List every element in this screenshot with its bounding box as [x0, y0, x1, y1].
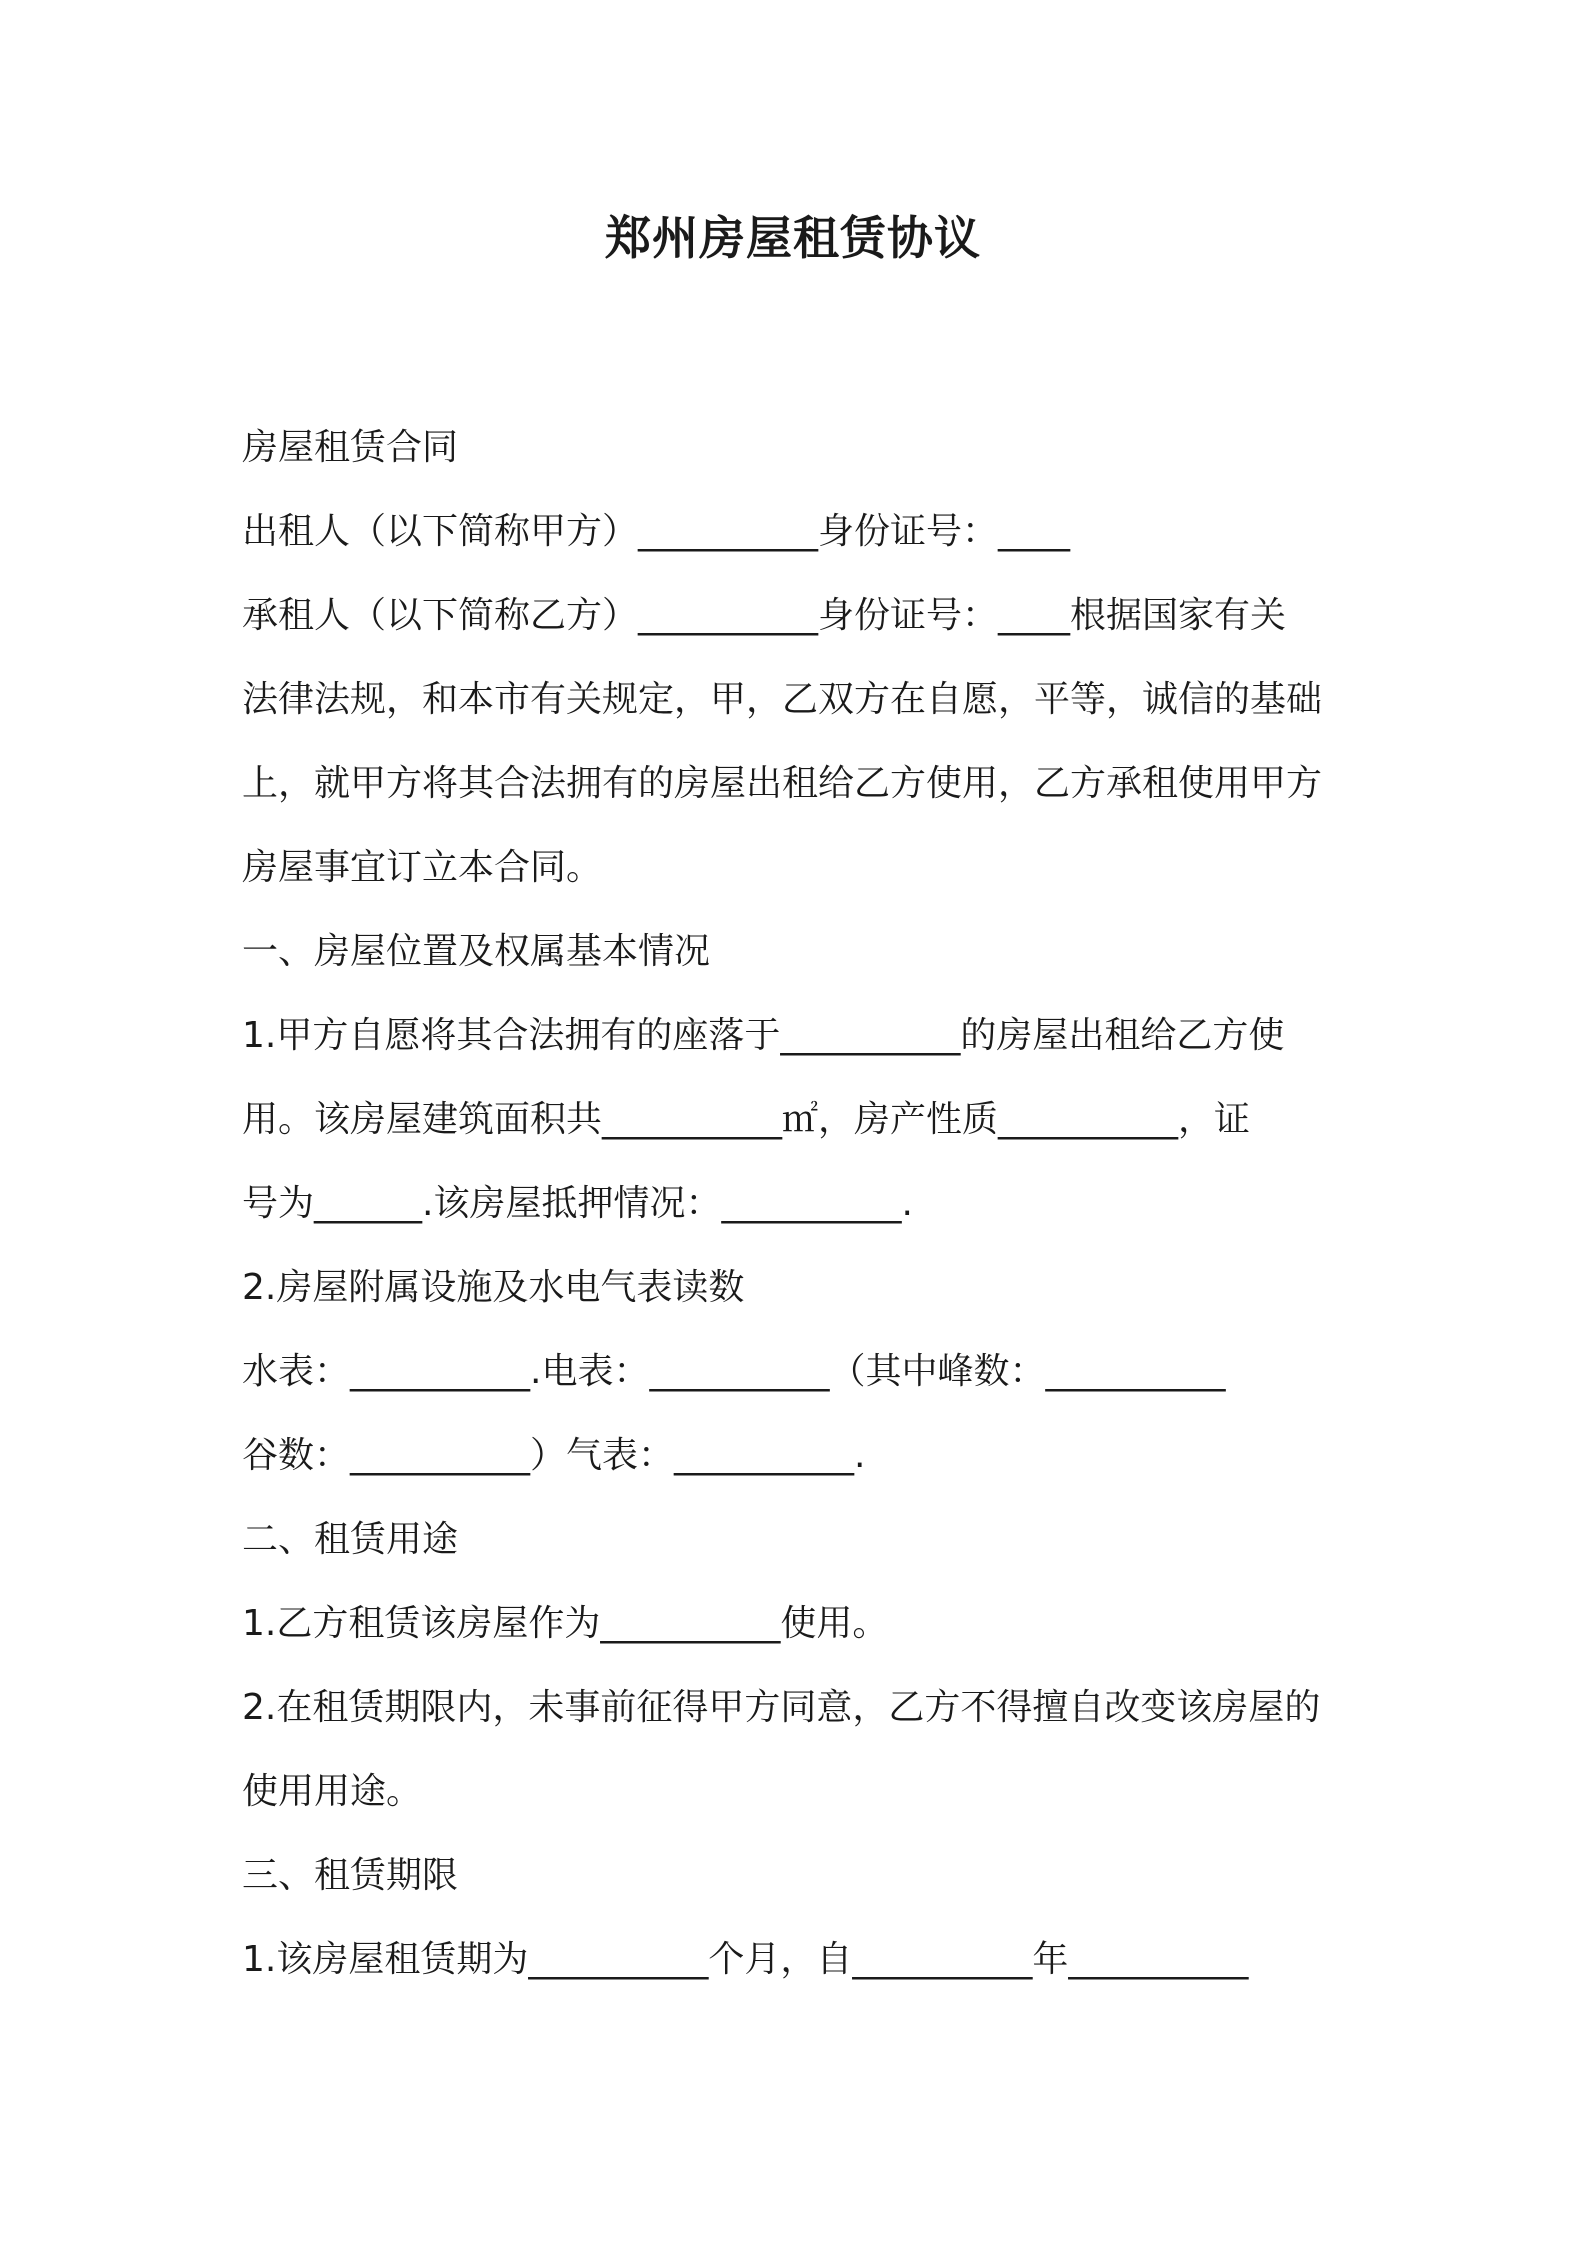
document-title: 郑州房屋租赁协议: [605, 211, 981, 265]
clause-line: 1.乙方租赁该房屋作为__________使用。: [242, 1603, 889, 1644]
section-heading-1: 一、房屋位置及权属基本情况: [242, 931, 711, 972]
clause-line: 使用用途。: [242, 1771, 423, 1812]
paragraph-line: 上，就甲方将其合法拥有的房屋出租给乙方使用，乙方承租使用甲方: [242, 763, 1323, 804]
clause-line: 谷数：__________）气表：__________.: [242, 1435, 866, 1476]
clause-line: 号为______.该房屋抵押情况：__________.: [242, 1183, 913, 1224]
clause-line: 1.该房屋租赁期为__________个月，自__________年__________: [242, 1939, 1249, 1980]
section-heading-2: 二、租赁用途: [242, 1519, 459, 1560]
clause-line: 2.房屋附属设施及水电气表读数: [242, 1267, 745, 1308]
paragraph-line: 法律法规，和本市有关规定，甲，乙双方在自愿，平等，诚信的基础: [242, 679, 1323, 720]
clause-line: 水表：__________.电表：__________（其中峰数：__________: [242, 1351, 1226, 1392]
section-heading-3: 三、租赁期限: [242, 1855, 459, 1896]
paragraph-line: 房屋事宜订立本合同。: [242, 847, 603, 888]
clause-line: 2.在租赁期限内，未事前征得甲方同意，乙方不得擅自改变该房屋的: [242, 1687, 1321, 1728]
section-heading-contract: 房屋租赁合同: [242, 427, 459, 468]
document-body: [242, 406, 1352, 2002]
tenant-line: 承租人（以下简称乙方）__________身份证号：____根据国家有关: [242, 595, 1287, 636]
landlord-line: 出租人（以下简称甲方）__________身份证号：____: [242, 511, 1071, 552]
clause-line: 用。该房屋建筑面积共__________㎡，房产性质__________，证: [242, 1099, 1251, 1140]
clause-line: 1.甲方自愿将其合法拥有的座落于__________的房屋出租给乙方使: [242, 1015, 1285, 1056]
